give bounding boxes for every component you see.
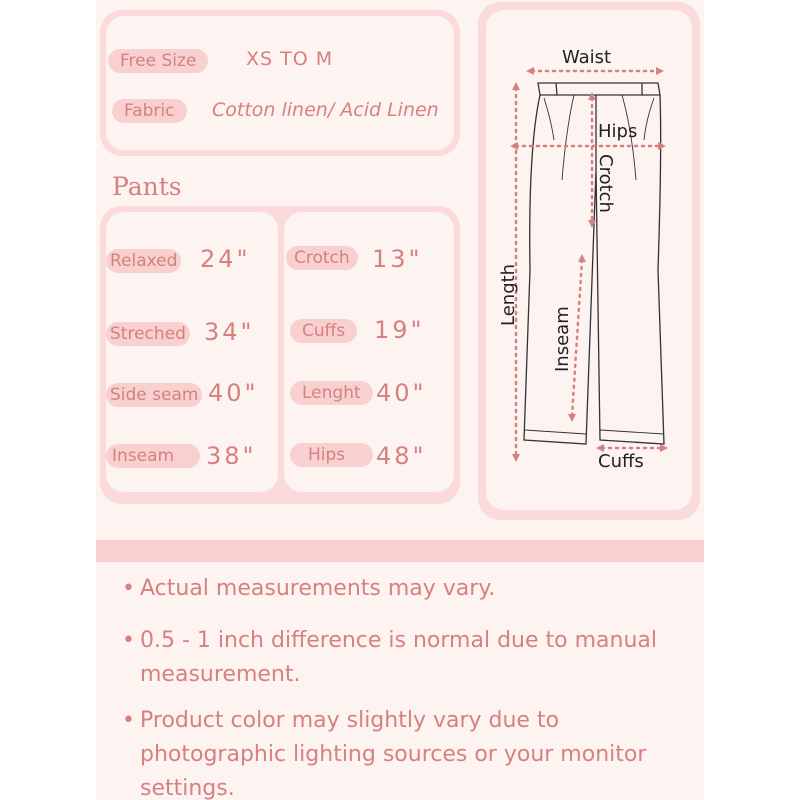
measure-label-streched: Streched: [106, 322, 190, 346]
measure-label-inseam: Inseam: [106, 444, 200, 468]
measure-value-inseam: 38": [206, 442, 257, 470]
diagram-label-cuffs: Cuffs: [598, 451, 644, 472]
size-chart-page: [96, 0, 704, 800]
diagram-label-crotch: Crotch: [595, 154, 616, 213]
section-title: Pants: [112, 172, 182, 201]
notes-list: [110, 572, 700, 800]
note-text: Product color may slightly vary due to photographic lighting sources or your monitor settings.: [140, 708, 647, 800]
measure-value-streched: 34": [204, 318, 255, 346]
measure-value-lenght: 40": [376, 379, 427, 407]
bullet-icon: •: [122, 576, 135, 601]
measure-value-cuffs: 19": [374, 316, 425, 344]
bullet-icon: •: [122, 708, 135, 733]
note-text: 0.5 - 1 inch difference is normal due to manual measurement.: [140, 628, 657, 687]
measure-value-side-seam: 40": [208, 379, 259, 407]
note-text: Actual measurements may vary.: [140, 576, 496, 601]
diagram-label-hips: Hips: [598, 121, 638, 142]
fabric-label: Fabric: [112, 99, 187, 123]
note-item: [110, 572, 700, 606]
measure-label-crotch: Crotch: [286, 246, 358, 270]
divider-band: [96, 540, 704, 562]
fabric-value: Cotton linen/ Acid Linen: [212, 99, 439, 121]
measure-label-side-seam: Side seam: [106, 383, 202, 407]
size-value: XS TO M: [246, 48, 334, 70]
diagram-label-inseam: Inseam: [552, 306, 573, 372]
measure-label-cuffs: Cuffs: [290, 319, 357, 343]
measure-label-hips: Hips: [290, 443, 373, 467]
note-item: [110, 704, 700, 800]
measure-label-relaxed: Relaxed: [106, 249, 181, 273]
pants-diagram: [96, 0, 704, 540]
measure-value-relaxed: 24": [200, 245, 251, 273]
note-item: [110, 624, 700, 692]
bullet-icon: •: [122, 628, 135, 653]
diagram-label-waist: Waist: [562, 47, 612, 68]
measure-label-lenght: Lenght: [290, 381, 373, 405]
diagram-label-length: Length: [498, 263, 519, 326]
size-label: Free Size: [108, 49, 208, 73]
measure-value-crotch: 13": [372, 245, 423, 273]
measure-value-hips: 48": [376, 442, 427, 470]
